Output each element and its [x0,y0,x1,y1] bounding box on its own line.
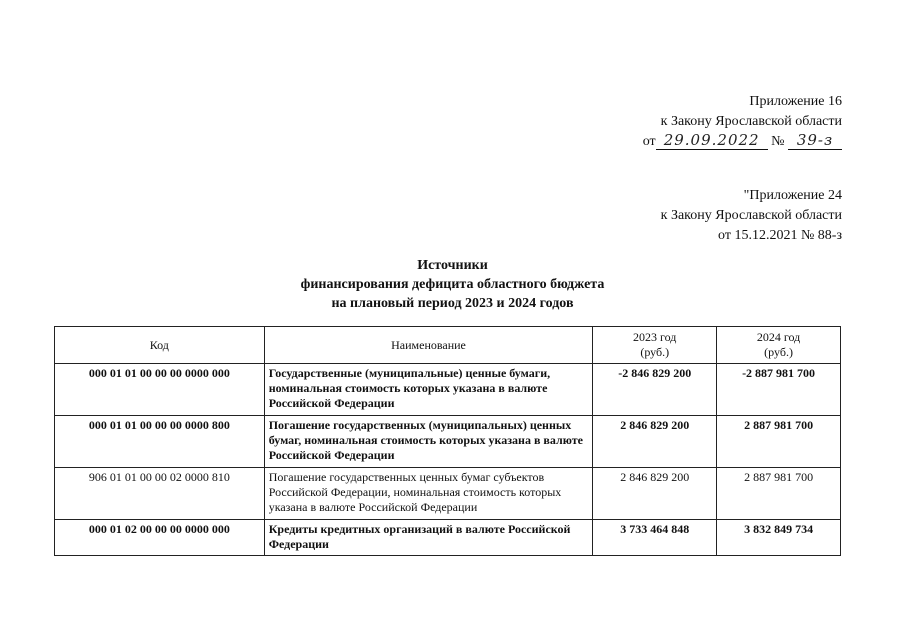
appendix-date-line [643,132,842,152]
row-2023-value: 2 846 829 200 [593,468,717,520]
row-2023-value: 2 846 829 200 [593,416,717,468]
header-2023-unit: (руб.) [640,345,670,359]
title-line-3: на плановый период 2023 и 2024 годов [331,296,574,311]
header-code: Код [55,327,265,364]
number-label: № [771,134,785,149]
row-code: 906 01 01 00 00 02 0000 810 [55,468,265,520]
sources-table [54,326,841,556]
appendix-number: Приложение 16 [749,94,842,109]
header-2024-unit: (руб.) [764,345,793,359]
title-line-2: финансирования дефицита областного бюджета [300,277,605,292]
appendix-header [643,92,842,152]
row-name: Кредиты кредитных организаций в валюте Российской Федерации [264,520,593,556]
table-row [55,468,841,520]
header-2023-year: 2023 год [633,330,677,344]
row-2024-value: -2 887 981 700 [717,364,841,416]
header-2024 [717,327,841,364]
row-code: 000 01 02 00 00 00 0000 000 [55,520,265,556]
table-header-row [55,327,841,364]
table-row [55,416,841,468]
row-2024-value: 2 887 981 700 [717,468,841,520]
handwritten-date: 29.09.2022 [656,132,768,150]
row-code: 000 01 01 00 00 00 0000 000 [55,364,265,416]
row-2023-value: -2 846 829 200 [593,364,717,416]
handwritten-number: 39-з [788,132,842,150]
row-2024-value: 2 887 981 700 [717,416,841,468]
header-name: Наименование [264,327,593,364]
header-2023 [593,327,717,364]
original-appendix-number: "Приложение 24 [743,188,842,203]
original-appendix-date: от 15.12.2021 № 88-з [718,228,842,243]
row-2023-value: 3 733 464 848 [593,520,717,556]
row-name: Погашение государственных (муниципальных) ценных бумаг, номинальная стоимость которых указана в валюте Российской Федерации [264,416,593,468]
table-row [55,520,841,556]
row-name: Государственные (муниципальные) ценные бумаги, номинальная стоимость которых указана в валюте Российской Федерации [264,364,593,416]
row-name: Погашение государственных ценных бумаг субъектов Российской Федерации, номинальная стоимость которых указана в валюте Российской Федерации [264,468,593,520]
row-2024-value: 3 832 849 734 [717,520,841,556]
original-appendix-header [661,186,842,246]
document-title [0,256,905,313]
title-line-1: Источники [417,258,488,273]
table-row [55,364,841,416]
header-2024-year: 2024 год [756,330,801,344]
appendix-law-ref: к Закону Ярославской области [660,114,842,129]
from-label: от [642,134,656,149]
original-appendix-law-ref: к Закону Ярославской области [660,208,842,223]
row-code: 000 01 01 00 00 00 0000 800 [55,416,265,468]
